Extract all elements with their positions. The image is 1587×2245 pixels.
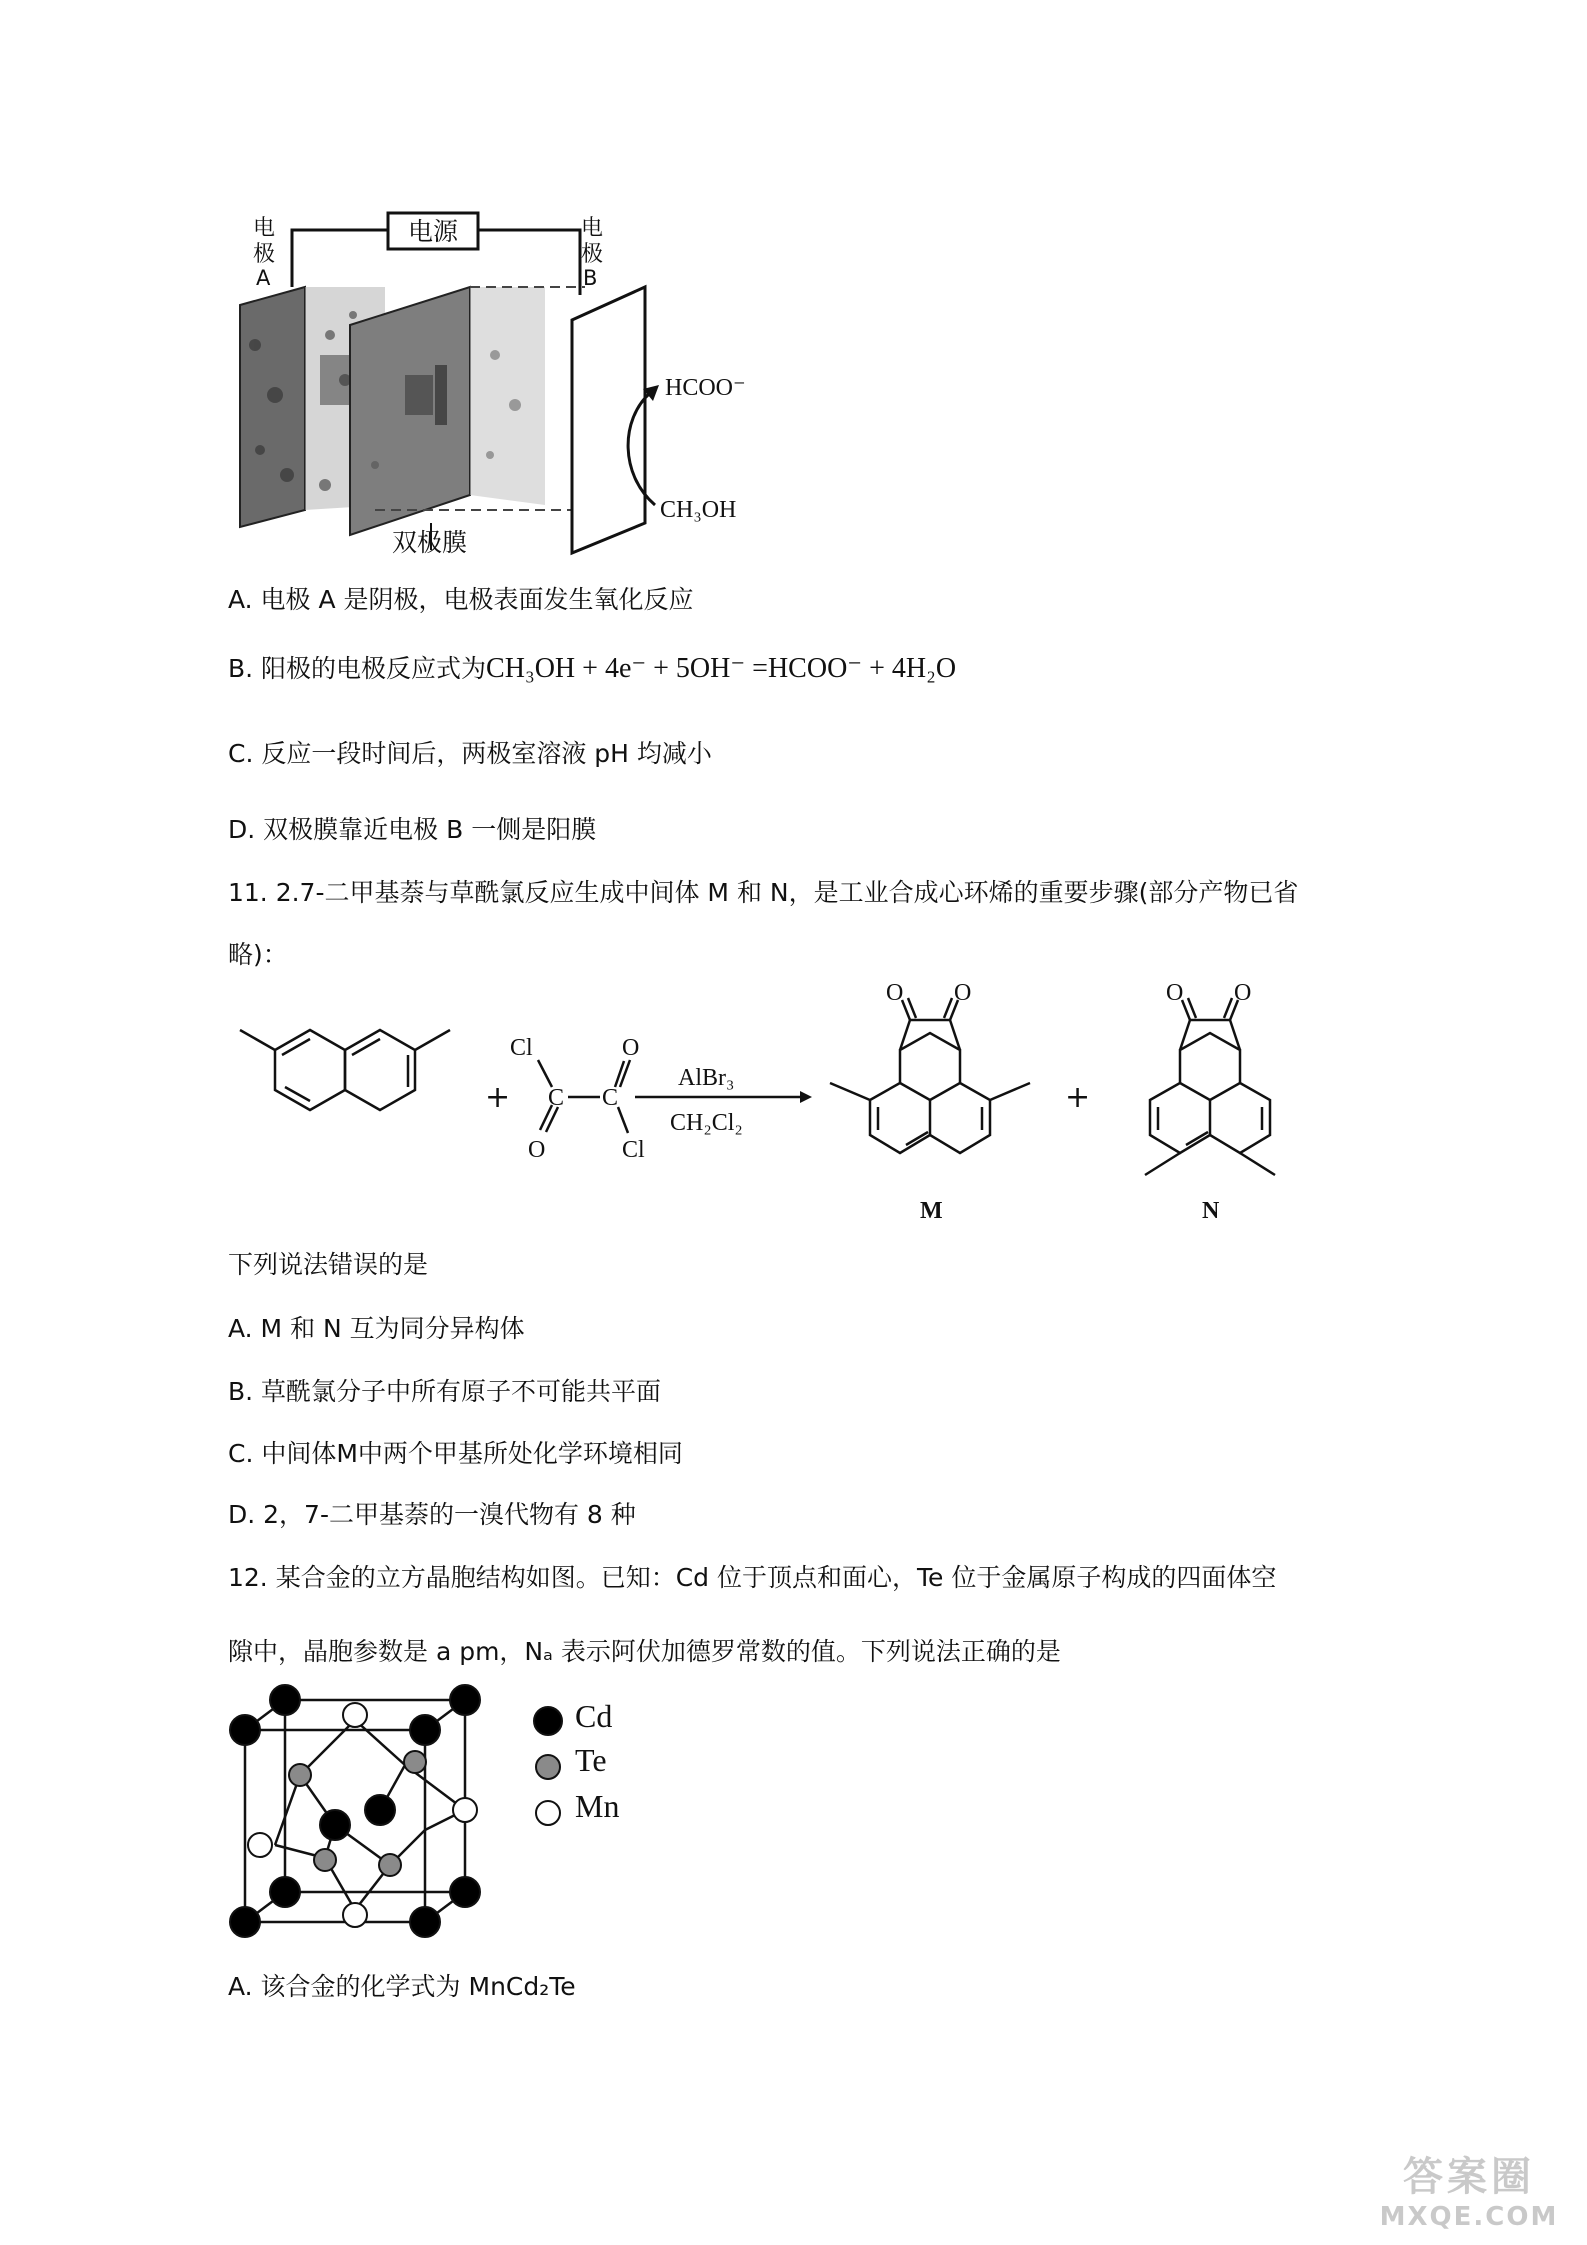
legend-item-cd xyxy=(533,1700,693,1746)
reaction-scheme xyxy=(230,980,1330,1235)
legend-te-marker xyxy=(535,1754,561,1780)
legend-mn-marker xyxy=(535,1800,561,1826)
oxalyl-c-left: C xyxy=(548,1085,565,1111)
q11-option-d: D. 2，7-二甲基萘的一溴代物有 8 种 xyxy=(228,1500,636,1529)
label-m: M xyxy=(920,1198,943,1224)
q10-option-a: A. 电极 A 是阴极，电极表面发生氧化反应 xyxy=(228,585,694,614)
label-n: N xyxy=(1202,1198,1220,1224)
legend-item-mn xyxy=(533,1788,693,1838)
watermark-line2: MXQE.COM xyxy=(1379,2202,1559,2232)
oxalyl-o-top: O xyxy=(622,1035,640,1061)
q10-option-b-formula: CH₃OH + 4e⁻ + 5OH⁻ =HCOO⁻ + 4H₂O xyxy=(486,653,957,684)
q11-prompt: 下列说法错误的是 xyxy=(228,1250,429,1279)
n-o-right: O xyxy=(1234,980,1252,1006)
naphthalene-ring-right xyxy=(345,1030,415,1110)
electrode-a-label-3: A xyxy=(256,266,271,290)
electrode-b-label-3: B xyxy=(583,266,598,290)
q11-option-b: B. 草酰氯分子中所有原子不可能共平面 xyxy=(228,1377,662,1406)
plus-2: + xyxy=(1065,1080,1091,1115)
plus-1: + xyxy=(485,1080,511,1115)
reagent-bottom: CH₂Cl₂ xyxy=(670,1110,743,1136)
q10-option-d: D. 双极膜靠近电极 B 一侧是阳膜 xyxy=(228,815,597,844)
q10-option-c: C. 反应一段时间后，两极室溶液 pH 均减小 xyxy=(228,739,712,768)
q11-stem-line2: 略)： xyxy=(228,940,288,969)
electrode-b-label-1: 电 xyxy=(581,216,604,241)
electrolysis-diagram xyxy=(225,205,765,555)
legend-cd-marker xyxy=(533,1706,563,1736)
q10-option-b xyxy=(228,652,956,686)
reagent-top: AlBr₃ xyxy=(678,1065,735,1091)
electrode-a-plate xyxy=(240,287,305,527)
q11-option-c: C. 中间体M中两个甲基所处化学环境相同 xyxy=(228,1439,683,1468)
naphthalene-ring-left xyxy=(275,1030,345,1110)
oxalyl-cl-top: Cl xyxy=(510,1035,533,1061)
n-o-left: O xyxy=(1166,980,1184,1006)
reaction-arrow-head xyxy=(800,1091,812,1103)
m-o-right: O xyxy=(954,980,972,1006)
membrane-label: 双极膜 xyxy=(392,528,468,557)
crystal-legend xyxy=(533,1700,693,1838)
oxalyl-c-right: C xyxy=(602,1085,619,1111)
hcoo-label: HCOO⁻ xyxy=(665,375,746,401)
oxalyl-o-bottom: O xyxy=(528,1137,546,1163)
electrode-a-label-1: 电 xyxy=(253,216,276,241)
q12-option-a: A. 该合金的化学式为 MnCd₂Te xyxy=(228,1972,576,2001)
electrode-b-label-2: 极 xyxy=(581,242,604,267)
crystal-cell-diagram xyxy=(220,1680,520,1950)
q10-option-b-prefix: B. 阳极的电极反应式为 xyxy=(228,654,487,683)
q12-stem-line1: 12. 某合金的立方晶胞结构如图。已知：Cd 位于顶点和面心，Te 位于金属原子构成的四面体空 xyxy=(228,1563,1277,1592)
q11-stem-line1: 11. 2.7-二甲基萘与草酰氯反应生成中间体 M 和 N，是工业合成心环烯的重要步骤(部分产物已省 xyxy=(228,878,1299,907)
legend-item-te xyxy=(533,1742,693,1792)
legend-mn-label: Mn xyxy=(575,1788,620,1824)
power-source-label: 电源 xyxy=(407,217,459,246)
electrode-a-label-2: 极 xyxy=(253,242,276,267)
watermark-line1: 答案圈 xyxy=(1403,2154,1535,2200)
legend-cd-label: Cd xyxy=(575,1698,613,1734)
q12-stem-line2: 隙中，晶胞参数是 a pm，Nₐ 表示阿伏加德罗常数的值。下列说法正确的是 xyxy=(228,1637,1061,1666)
watermark-logo xyxy=(1369,2145,1569,2235)
m-o-left: O xyxy=(886,980,904,1006)
q11-option-a: A. M 和 N 互为同分异构体 xyxy=(228,1314,525,1343)
electrode-b-plate xyxy=(572,287,645,553)
oxalyl-cl-bottom: Cl xyxy=(622,1137,645,1163)
ch3oh-label: CH₃OH xyxy=(660,497,737,523)
legend-te-label: Te xyxy=(575,1742,607,1778)
